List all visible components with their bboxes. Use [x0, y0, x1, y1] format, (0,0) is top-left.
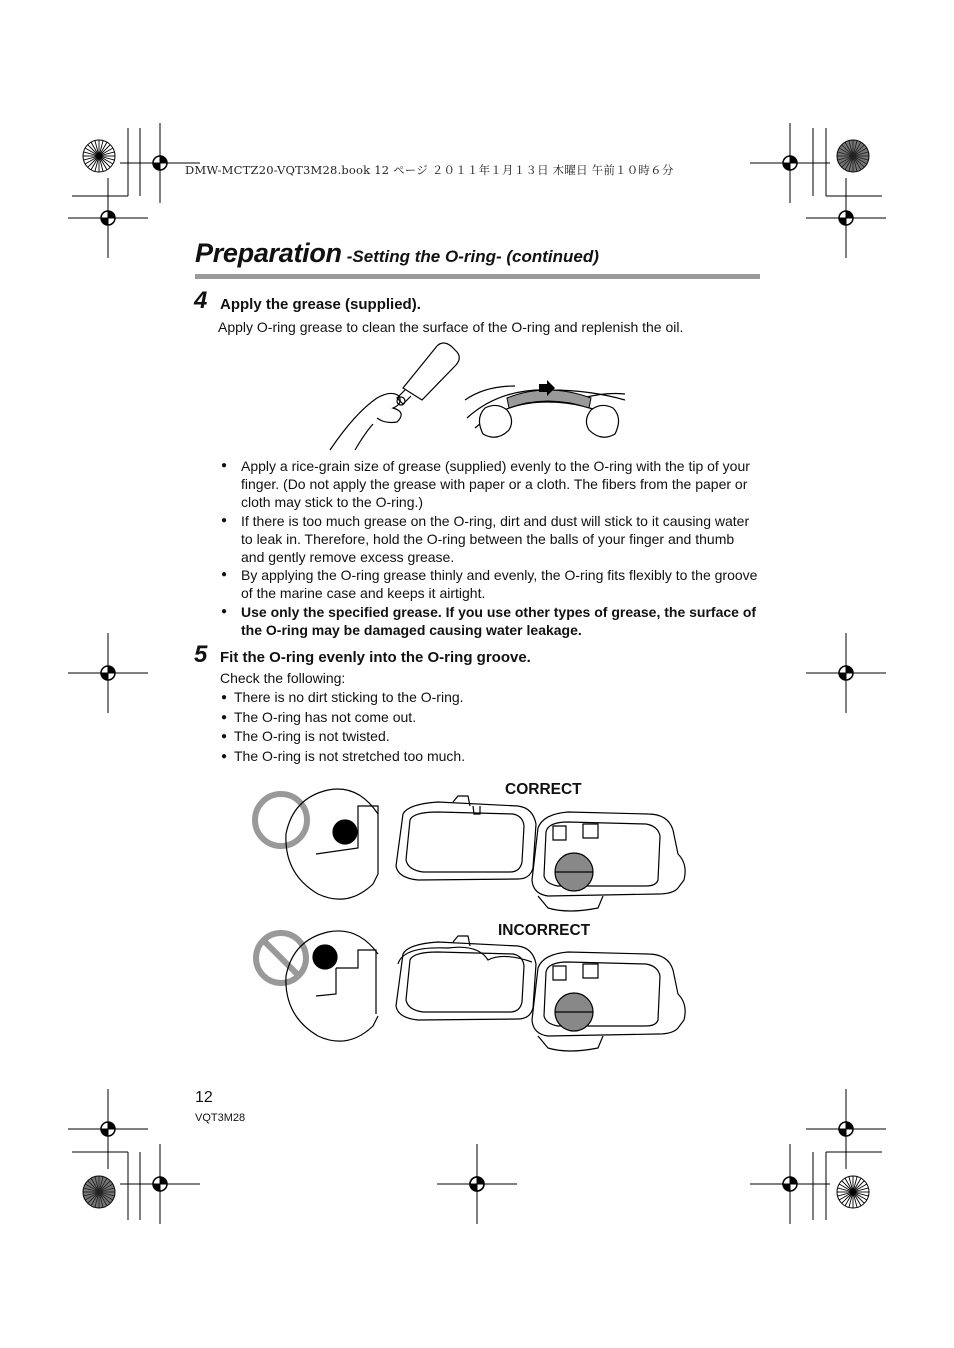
sunburst-mark	[837, 1176, 869, 1208]
check-item: ● The O-ring has not come out.	[221, 708, 621, 728]
step4-bullet-2: ● If there is too much grease on the O-ring, dirt and dust will stick to it causing water to leak in. Therefore, hold the O-ring between the balls of your finger and thumb and gently remove excess grease.	[221, 512, 761, 566]
step4-heading: Apply the grease (supplied).	[220, 296, 421, 313]
title-subtitle: -Setting the O-ring- (continued)	[346, 247, 599, 266]
step5-check-list	[221, 688, 621, 766]
crosshair-mark	[68, 1089, 148, 1169]
model-code: VQT3M28	[195, 1112, 246, 1124]
page-title	[195, 238, 599, 269]
check-item: ● There is no dirt sticking to the O-ring.	[221, 688, 621, 708]
crosshair-mark	[68, 178, 148, 258]
step4-intro: Apply O-ring grease to clean the surface of the O-ring and replenish the oil.	[218, 319, 684, 335]
step5-number: 5	[194, 641, 208, 668]
grease-application-illustration	[325, 338, 635, 453]
crosshair-mark	[806, 1089, 886, 1169]
sunburst-mark	[837, 140, 869, 172]
title-main: Preparation	[195, 238, 342, 268]
crosshair-mark	[806, 178, 886, 258]
crosshair-mark	[806, 633, 886, 713]
crosshair-mark	[68, 633, 148, 713]
incorrect-label: INCORRECT	[498, 922, 591, 939]
crosshair-mark	[437, 1144, 517, 1224]
check-item: ● The O-ring is not twisted.	[221, 727, 621, 747]
step4-bullet-4-warning: ● Use only the specified grease. If you use other types of grease, the surface of the O-ring may be damaged causing water leakage.	[221, 603, 761, 639]
correct-label: CORRECT	[505, 781, 582, 798]
crosshair-mark	[120, 1144, 200, 1224]
step4-number: 4	[194, 287, 208, 314]
crosshair-mark	[750, 1144, 830, 1224]
crosshair-mark	[750, 123, 830, 203]
step5-heading: Fit the O-ring evenly into the O-ring groove.	[220, 649, 531, 666]
title-rule	[195, 274, 760, 279]
print-header: DMW-MCTZ20-VQT3M28.book 12 ページ ２０１１年１月１３日 木曜日 午前１０時６分	[185, 163, 674, 177]
page-number: 12	[195, 1089, 213, 1106]
step4-bullet-list	[221, 457, 761, 639]
sunburst-mark	[83, 140, 115, 172]
step5-intro: Check the following:	[220, 670, 346, 686]
incorrect-oring-illustration	[248, 924, 693, 1056]
check-item: ● The O-ring is not stretched too much.	[221, 747, 621, 767]
step4-bullet-3: ● By applying the O-ring grease thinly and evenly, the O-ring fits flexibly to the groove of the marine case and keeps it airtight.	[221, 566, 761, 602]
sunburst-mark	[83, 1176, 115, 1208]
correct-oring-illustration	[248, 784, 693, 914]
step4-bullet-1: ● Apply a rice-grain size of grease (supplied) evenly to the O-ring with the tip of your finger. (Do not apply the grease with paper or a cloth. The fibers from the paper or cloth may stick to the O-ring.)	[221, 457, 761, 511]
